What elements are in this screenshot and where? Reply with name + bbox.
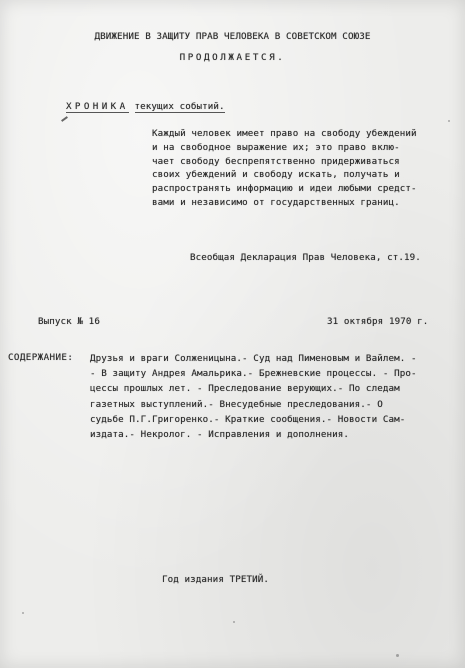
publication-year: Год издания ТРЕТИЙ. [162, 574, 269, 585]
contents-line: издата.- Некролог. - Исправления и дополнения. [90, 429, 350, 441]
header-line-2: ПРОДОЛЖАЕТСЯ. [179, 52, 286, 63]
epigraph-line: распространять информацию и идеи любыми средст- [152, 183, 417, 195]
chronicle-title [66, 100, 225, 113]
chronicle-title-sub: текущих событий. [134, 101, 225, 112]
margin-pen-mark [61, 116, 68, 122]
paper-speck [448, 120, 450, 122]
issue-number: Выпуск № 16 [38, 316, 100, 327]
paper-speck [22, 612, 24, 614]
epigraph-line: и на свободное выражение их; это право вклю- [152, 141, 400, 153]
paper-speck [233, 621, 235, 623]
contents-line: Друзья и враги Солженицына.- Суд над Пименовым и Вайлем. - [90, 353, 417, 364]
paper-speck [396, 654, 399, 657]
contents-line: цессы прошлых лет. - Преследование верующих.- По следам [90, 383, 400, 395]
epigraph-line: своих убеждений и свободу искать, получать и [152, 169, 400, 181]
issue-date: 31 октября 1970 г. [327, 316, 429, 327]
contents-line: - В защиту Андрея Амальрика.- Брежневские процессы. - Про- [90, 368, 417, 380]
epigraph-line: вами и независимо от государственных границ. [152, 196, 400, 208]
contents-line: газетных выступлений.- Внесудебные преследования.- О [90, 398, 383, 410]
contents-list [90, 351, 417, 442]
epigraph-line: чает свободу беспрепятственно придерживаться [152, 155, 400, 167]
header-line-1: ДВИЖЕНИЕ В ЗАЩИТУ ПРАВ ЧЕЛОВЕКА В СОВЕТСКОМ СОЮЗЕ [94, 31, 371, 42]
contents-label: СОДЕРЖАНИЕ: [8, 352, 74, 363]
epigraph-attribution: Всеобщая Декларация Прав Человека, ст.19. [190, 252, 421, 263]
contents-line: судьбе П.Г.Григоренко.- Краткие сообщения.- Новости Сам- [90, 413, 406, 425]
epigraph [152, 127, 417, 210]
chronicle-title-main: ХРОНИКА [66, 101, 129, 112]
epigraph-line: Каждый человек имеет право на свободу убеждений [152, 128, 417, 139]
